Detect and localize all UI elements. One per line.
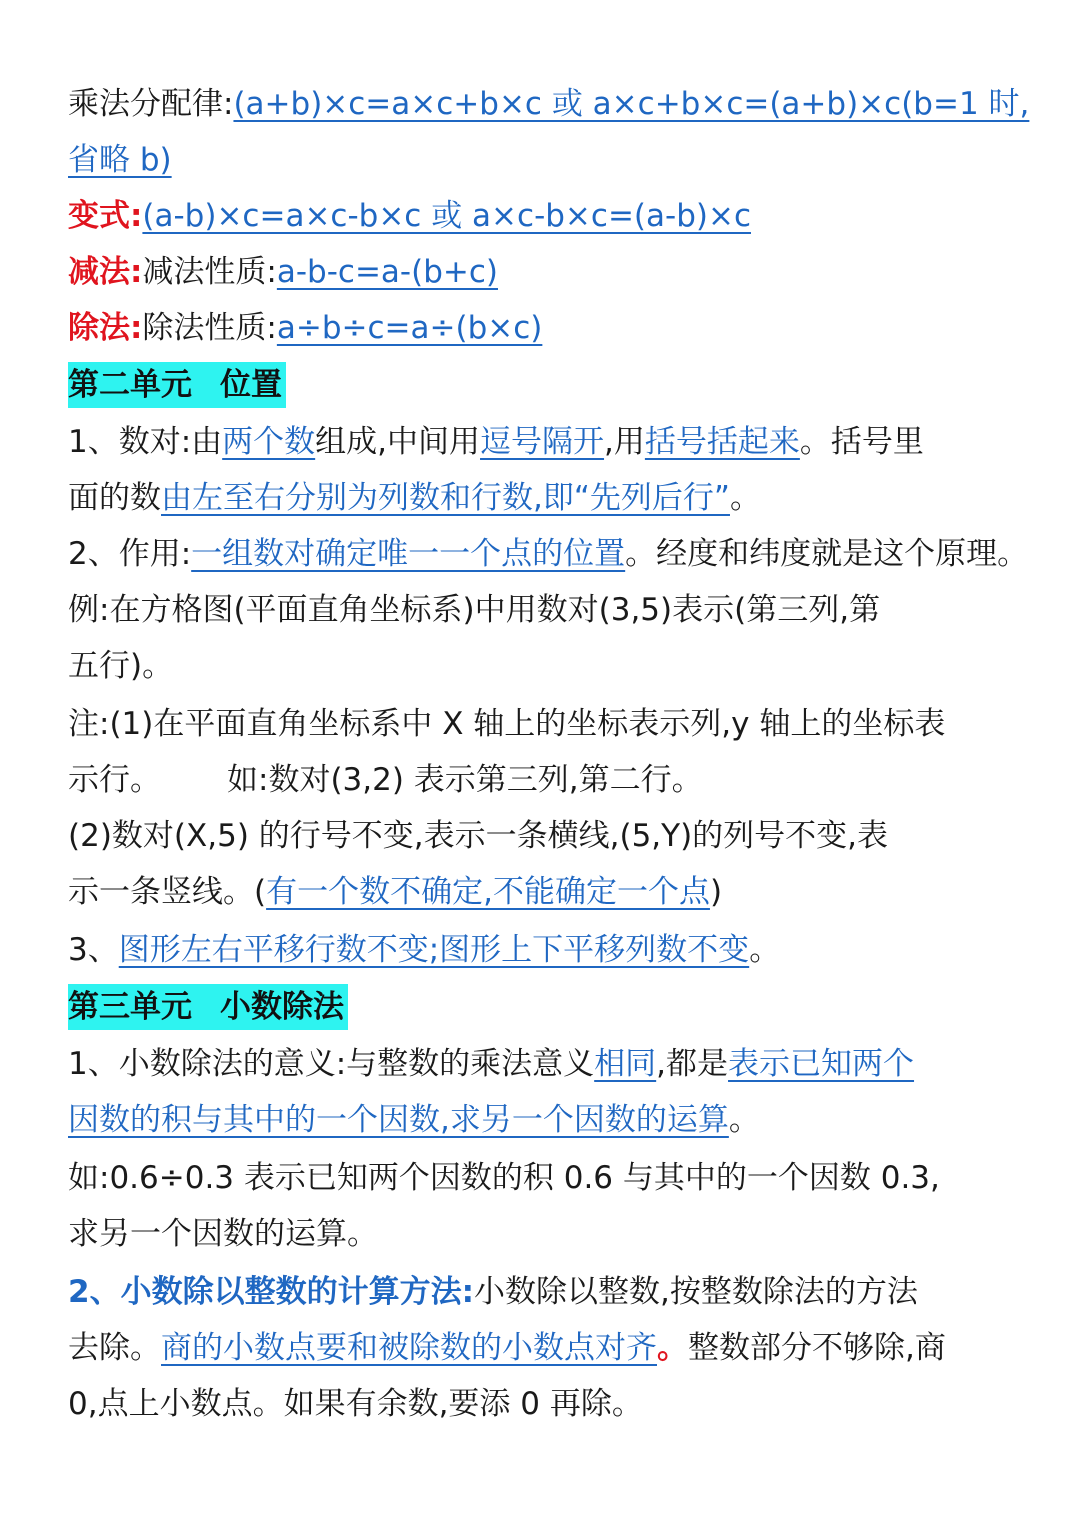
variant-formula: (a-b)×c=a×c-b×c 或 a×c-b×c=(a-b)×c [142,198,751,234]
unit2-point3-line [68,928,1020,972]
unit3-point1-line2 [68,1098,1020,1142]
subtraction-formula: a-b-c=a-(b+c) [276,254,498,290]
unit2-heading [68,362,286,408]
unit2-note2-text: ) [709,874,723,910]
division-line [68,306,1020,350]
unit2-note2-highlight: 有一个数不确定,不能确定一个点 [266,874,710,910]
unit2-note2-line1: (2)数对(X,5) 的行号不变,表示一条横线,(5,Y)的列号不变,表 [68,818,889,854]
unit3-p1-highlight-meaning: 表示已知两个 [728,1046,915,1082]
unit3-p2-red-period: 。 [657,1330,688,1366]
unit3-p2-text: 整数部分不够除,商 [688,1330,946,1366]
unit2-point1-line1 [68,420,1020,464]
mult-distributive-line-cont [68,138,1020,182]
variant-label: 变式: [68,198,143,234]
mult-distributive-label: 乘法分配律: [68,86,234,122]
unit2-p1-text: 。 [729,480,761,516]
unit2-p3-text: 3、 [68,932,119,968]
unit2-p3-text: 。 [749,932,781,968]
unit3-example-line1: 如:0.6÷0.3 表示已知两个因数的积 0.6 与其中的一个因数 0.3, [68,1160,940,1196]
unit2-note1-example: 如:数对(3,2) 表示第三列,第二行。 [227,762,703,798]
unit3-p1-text: 。 [728,1102,760,1138]
unit3-point2-line3: 0,点上小数点。如果有余数,要添 0 再除。 [68,1386,643,1422]
unit2-note1-text: 示行。 [68,762,161,798]
unit3-heading-number: 第三单元 [68,989,192,1025]
unit2-point2-line [68,532,1029,576]
unit2-p2-highlight: 一组数对确定唯一一个点的位置 [191,536,626,572]
unit2-p1-highlight-brackets: 括号括起来 [644,424,800,460]
unit3-p2-text: 去除。 [68,1330,161,1366]
unit2-note1-line2 [68,758,1020,802]
unit3-p1-text: 1、小数除法的意义:与整数的乘法意义 [68,1046,595,1082]
unit2-note2-line2 [68,870,1020,914]
unit2-note2-text: 示一条竖线。( [68,874,267,910]
unit3-heading [68,984,348,1030]
unit2-p1-highlight-comma: 逗号隔开 [480,424,605,460]
unit3-p1-text: ,都是 [656,1046,729,1082]
unit3-example-line2: 求另一个因数的运算。 [68,1216,378,1252]
unit3-heading-title: 小数除法 [220,989,344,1025]
mult-distributive-line [68,82,1030,126]
unit3-p2-title: 2、小数除以整数的计算方法: [68,1274,474,1310]
mult-distributive-formula-cont: 省略 b) [68,142,172,178]
unit2-p1-text: 组成,中间用 [315,424,481,460]
subtraction-property-label: 减法性质: [142,254,277,290]
unit2-heading-number: 第二单元 [68,367,192,403]
unit2-heading-title: 位置 [220,367,282,403]
unit3-point1-line1 [68,1042,1020,1086]
mult-distributive-formula: (a+b)×c=a×c+b×c 或 a×c+b×c=(a+b)×c(b=1 时, [233,86,1030,122]
variant-line [68,194,1020,238]
unit2-p2-text: 2、作用: [68,536,192,572]
unit3-p1-highlight-same: 相同 [594,1046,657,1082]
unit2-p2-text: 。经度和纬度就是这个原理。 [625,536,1029,572]
unit2-p1-text: 1、数对:由 [68,424,223,460]
unit2-example-line1: 例:在方格图(平面直角坐标系)中用数对(3,5)表示(第三列,第 [68,592,881,628]
unit3-point2-line2 [68,1326,1020,1370]
unit2-example-line2: 五行)。 [68,648,174,684]
subtraction-line [68,250,1020,294]
unit2-p3-highlight: 图形左右平移行数不变;图形上下平移列数不变 [118,932,750,968]
unit2-note1-line1: 注:(1)在平面直角坐标系中 X 轴上的坐标表示列,y 轴上的坐标表 [68,706,946,742]
unit2-point1-line2 [68,476,1020,520]
unit2-p1-text: 面的数 [68,480,161,516]
division-formula: a÷b÷c=a÷(b×c) [276,310,543,346]
unit2-p1-text: 。括号里 [799,424,924,460]
unit2-p1-text: ,用 [604,424,645,460]
unit3-p2-highlight: 商的小数点要和被除数的小数点对齐 [161,1330,657,1366]
division-property-label: 除法性质: [142,310,277,346]
subtraction-label: 减法: [68,254,143,290]
unit3-p2-text: 小数除以整数,按整数除法的方法 [473,1274,918,1310]
division-label: 除法: [68,310,143,346]
unit2-p1-highlight-order: 由左至右分别为列数和行数,即“先列后行” [161,480,730,516]
unit2-p1-highlight-two-numbers: 两个数 [222,424,316,460]
unit3-p1-highlight-meaning-cont: 因数的积与其中的一个因数,求另一个因数的运算 [68,1102,729,1138]
unit3-point2-line1 [68,1270,1020,1314]
